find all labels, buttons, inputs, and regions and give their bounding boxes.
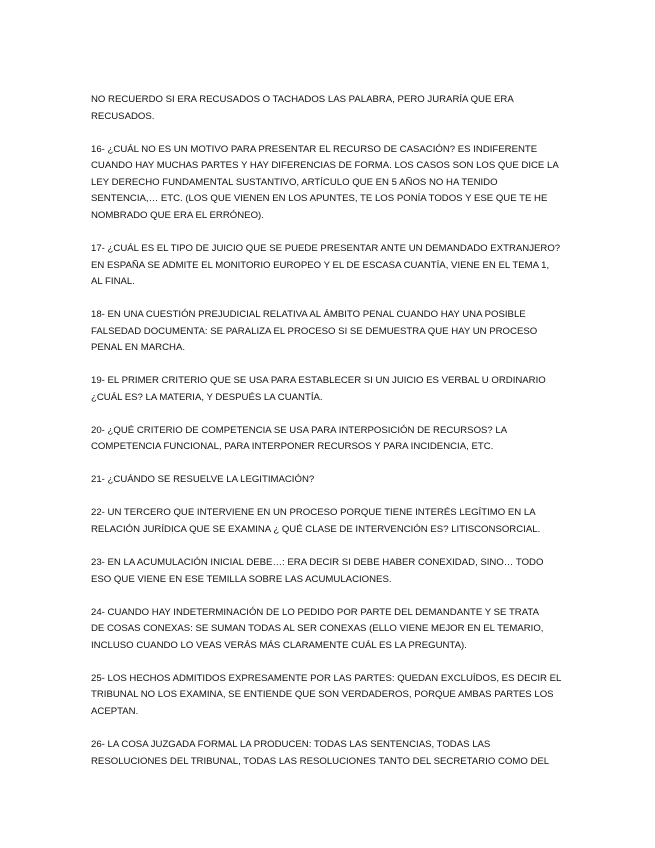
- text-line: 25- LOS HECHOS ADMITIDOS EXPRESAMENTE POR LAS PARTES: QUEDAN EXCLUÍDOS, ES DECIR EL: [91, 672, 562, 684]
- text-line: 17- ¿CUÁL ES EL TIPO DE JUICIO QUE SE PUEDE PRESENTAR ANTE UN DEMANDADO EXTRANJERO?: [91, 242, 561, 254]
- text-line: 23- EN LA ACUMULACIÓN INICIAL DEBE…: ERA DECIR SI DEBE HABER CONEXIDAD, SINO… TODO: [91, 557, 544, 568]
- paragraph: [91, 671, 571, 721]
- paragraph: [91, 241, 571, 291]
- text-line: 18- EN UNA CUESTIÓN PREJUDICIAL RELATIVA AL ÁMBITO PENAL CUANDO HAY UNA POSIBLE: [91, 309, 526, 321]
- text-line: NO RECUERDO SI ERA RECUSADOS O TACHADOS LAS PALABRA, PERO JURARÍA QUE ERA: [91, 94, 514, 105]
- text-line: 20- ¿QUÉ CRITERIO DE COMPETENCIA SE USA PARA INTERPOSICIÓN DE RECURSOS? LA: [91, 424, 508, 436]
- text-line: RECUSADOS.: [91, 110, 155, 122]
- paragraph: [91, 142, 571, 225]
- text-line: FALSEDAD DOCUMENTA: SE PARALIZA EL PROCESO SI SE DEMUESTRA QUE HAY UN PROCESO: [91, 325, 538, 337]
- text-line: LEY DERECHO FUNDAMENTAL SUSTANTIVO, ARTÍCULO QUE EN 5 AÑOS NO HA TENIDO: [91, 176, 498, 188]
- text-line: ¿CUÁL ES? LA MATERIA, Y DESPUÉS LA CUANTÍA.: [91, 391, 323, 403]
- paragraph: [91, 737, 571, 770]
- paragraph: [91, 92, 571, 125]
- paragraph: [91, 605, 571, 655]
- text-line: SENTENCIA,… ETC. (LOS QUE VIENEN EN LOS APUNTES, TE LOS PONÍA TODOS Y ESE QUE TE HE: [91, 193, 548, 205]
- text-line: 24- CUANDO HAY INDETERMINACIÓN DE LO PEDIDO POR PARTE DEL DEMANDANTE Y SE TRATA: [91, 606, 539, 618]
- text-line: PENAL EN MARCHA.: [91, 342, 186, 354]
- text-line: AL FINAL.: [91, 276, 135, 288]
- text-line: 16- ¿CUÁL NO ES UN MOTIVO PARA PRESENTAR EL RECURSO DE CASACIÓN? ES INDIFERENTE: [91, 143, 538, 155]
- text-line: RESOLUCIONES DEL TRIBUNAL, TODAS LAS RESOLUCIONES TANTO DEL SECRETARIO COMO DEL: [91, 755, 550, 767]
- paragraph: [91, 373, 571, 406]
- text-line: ACEPTAN.: [91, 705, 139, 717]
- paragraph: [91, 307, 571, 357]
- text-line: CUANDO HAY MUCHAS PARTES Y HAY DIFERENCIAS DE FORMA. LOS CASOS SON LOS QUE DICE LA: [91, 160, 559, 172]
- paragraph: [91, 423, 571, 456]
- text-line: 22- UN TERCERO QUE INTERVIENE EN UN PROCESO PORQUE TIENE INTERÉS LEGÍTIMO EN LA: [91, 507, 536, 519]
- text-line: INCLUSO CUANDO LO VEAS VERÁS MÁS CLARAMENTE CUÁL ES LA PREGUNTA).: [91, 639, 467, 651]
- text-line: 26- LA COSA JUZGADA FORMAL LA PRODUCEN: TODAS LAS SENTENCIAS, TODAS LAS: [91, 738, 491, 750]
- document-body: [91, 92, 571, 787]
- text-line: 21- ¿CUÁNDO SE RESUELVE LA LEGITIMACIÓN?: [91, 474, 315, 486]
- text-line: COMPETENCIA FUNCIONAL, PARA INTERPONER RECURSOS Y PARA INCIDENCIA, ETC.: [91, 441, 494, 453]
- text-line: DE COSAS CONEXAS: SE SUMAN TODAS AL SER CONEXAS (ELLO VIENE MEJOR EN EL TEMARIO,: [91, 623, 544, 635]
- paragraph: [91, 505, 571, 538]
- paragraph: [91, 555, 571, 588]
- text-line: RELACIÓN JURÍDICA QUE SE EXAMINA ¿ QUÉ CLASE DE INTERVENCIÓN ES? LITISCONSORCIAL.: [91, 524, 541, 536]
- text-line: ESO QUE VIENE EN ESE TEMILLA SOBRE LAS ACUMULACIONES.: [91, 573, 392, 585]
- text-line: TRIBUNAL NO LOS EXAMINA, SE ENTIENDE QUE SON VERDADEROS, PORQUE AMBAS PARTES LOS: [91, 689, 554, 701]
- paragraph: [91, 472, 571, 489]
- text-line: EN ESPAÑA SE ADMITE EL MONITORIO EUROPEO Y EL DE ESCASA CUANTÍA, VIENE EN EL TEMA 1,: [91, 259, 550, 271]
- text-line: NOMBRADO QUE ERA EL ERRÓNEO).: [91, 209, 264, 221]
- text-line: 19- EL PRIMER CRITERIO QUE SE USA PARA ESTABLECER SI UN JUICIO ES VERBAL U ORDINARIO: [91, 375, 546, 387]
